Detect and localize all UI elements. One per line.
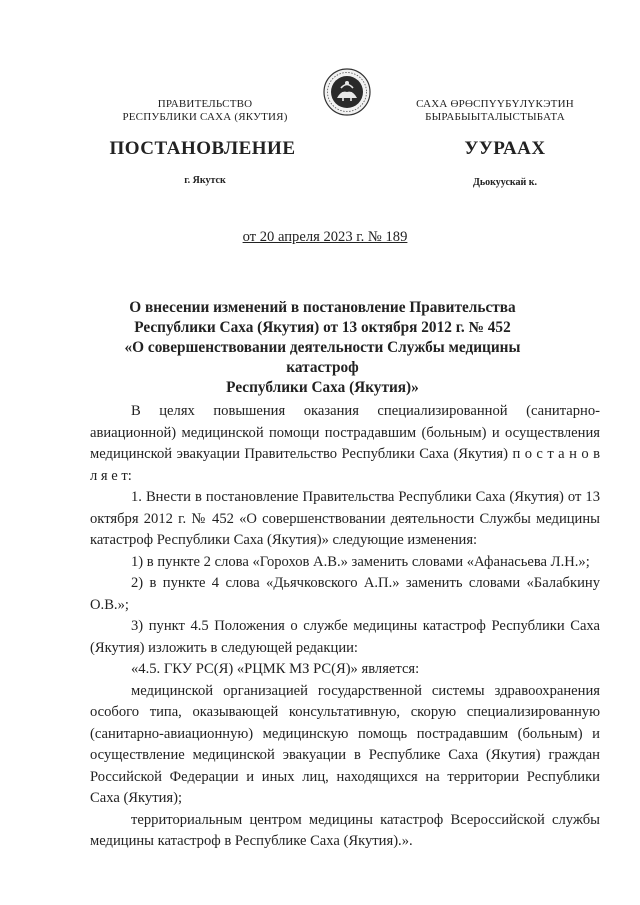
doc-type-right: УУРААХ [464,138,546,159]
doc-title-line4: Республики Саха (Якутия)» [226,379,419,396]
header-left-org [110,98,300,124]
body-quote-intro: «4.5. ГКУ РС(Я) «РЦМК МЗ РС(Я)» является: [131,661,420,677]
body-intro-text: В целях повышения оказания специализированной (санитарно-авиационной) медицинской помощи пострадавшим (больным) и осуществления медицинской эвакуации Правительство Республики Саха (Якутия) [90,403,600,462]
header-left-line2: РЕСПУБЛИКИ САХА (ЯКУТИЯ) [122,111,288,123]
header-right-line1: САХА ӨРӨСПҮҮБҮЛҮКЭТИН [416,98,574,110]
body-quote-paragraph-2: территориальным центром медицины катастроф Всероссийской службы медицины катастроф в Республике Саха (Якутия).». [90,811,600,849]
body-item-1-3: 3) пункт 4.5 Положения о службе медицины катастроф Республики Саха (Якутия) изложить в следующей редакции: [90,618,600,656]
decree-word: п о с т а н о в л я е т: [90,446,600,484]
doc-date-number-text: от 20 апреля 2023 г. № 189 [242,229,408,245]
header-left-line1: ПРАВИТЕЛЬСТВО [157,98,253,110]
city-left: г. Якутск [184,175,226,186]
header-right-line2: БЫРАБЫЫТАЛЫСТЫБАТА [425,111,565,123]
city-right: Дьокуускай к. [472,177,538,188]
coat-of-arms-emblem [323,68,371,116]
doc-title-line2: Республики Саха (Якутия) от 13 октября 2012 г. № 452 [134,319,511,336]
doc-body [90,401,600,853]
doc-title [95,298,550,398]
body-quote-paragraph-1: медицинской организацией государственной системы здравоохранения особого типа, оказывающей консультативную, скорую специализированную (санитарно-авиационную) медицинскую помощь пострадавшим (больным) и осуществление медицинской эвакуации в Республике Саха (Якутия) граждан Российской Федерации и иных лиц, находящихся на территории Республики Саха (Якутия); [90,682,600,806]
doc-date-number [150,229,500,246]
body-item-1-1: 1) в пункте 2 слова «Горохов А.В.» заменить словами «Афанасьева Л.Н.»; [131,553,590,570]
doc-title-line1: О внесении изменений в постановление Правительства [129,299,516,316]
doc-type-left: ПОСТАНОВЛЕНИЕ [109,138,296,159]
doc-title-line3: «О совершенствовании деятельности Службы медицины катастроф [124,339,521,376]
body-intro [90,401,600,487]
header-right-org [395,98,595,124]
body-item-1-2: 2) в пункте 4 слова «Дьячковского А.П.» заменить словами «Балабкину О.В.»; [90,575,600,613]
body-item-1: 1. Внести в постановление Правительства Республики Саха (Якутия) от 13 октября 2012 г. № 452 «О совершенствовании деятельности Службы медицины катастроф Республики Саха (Якутия)» следующие изменения: [90,489,600,548]
